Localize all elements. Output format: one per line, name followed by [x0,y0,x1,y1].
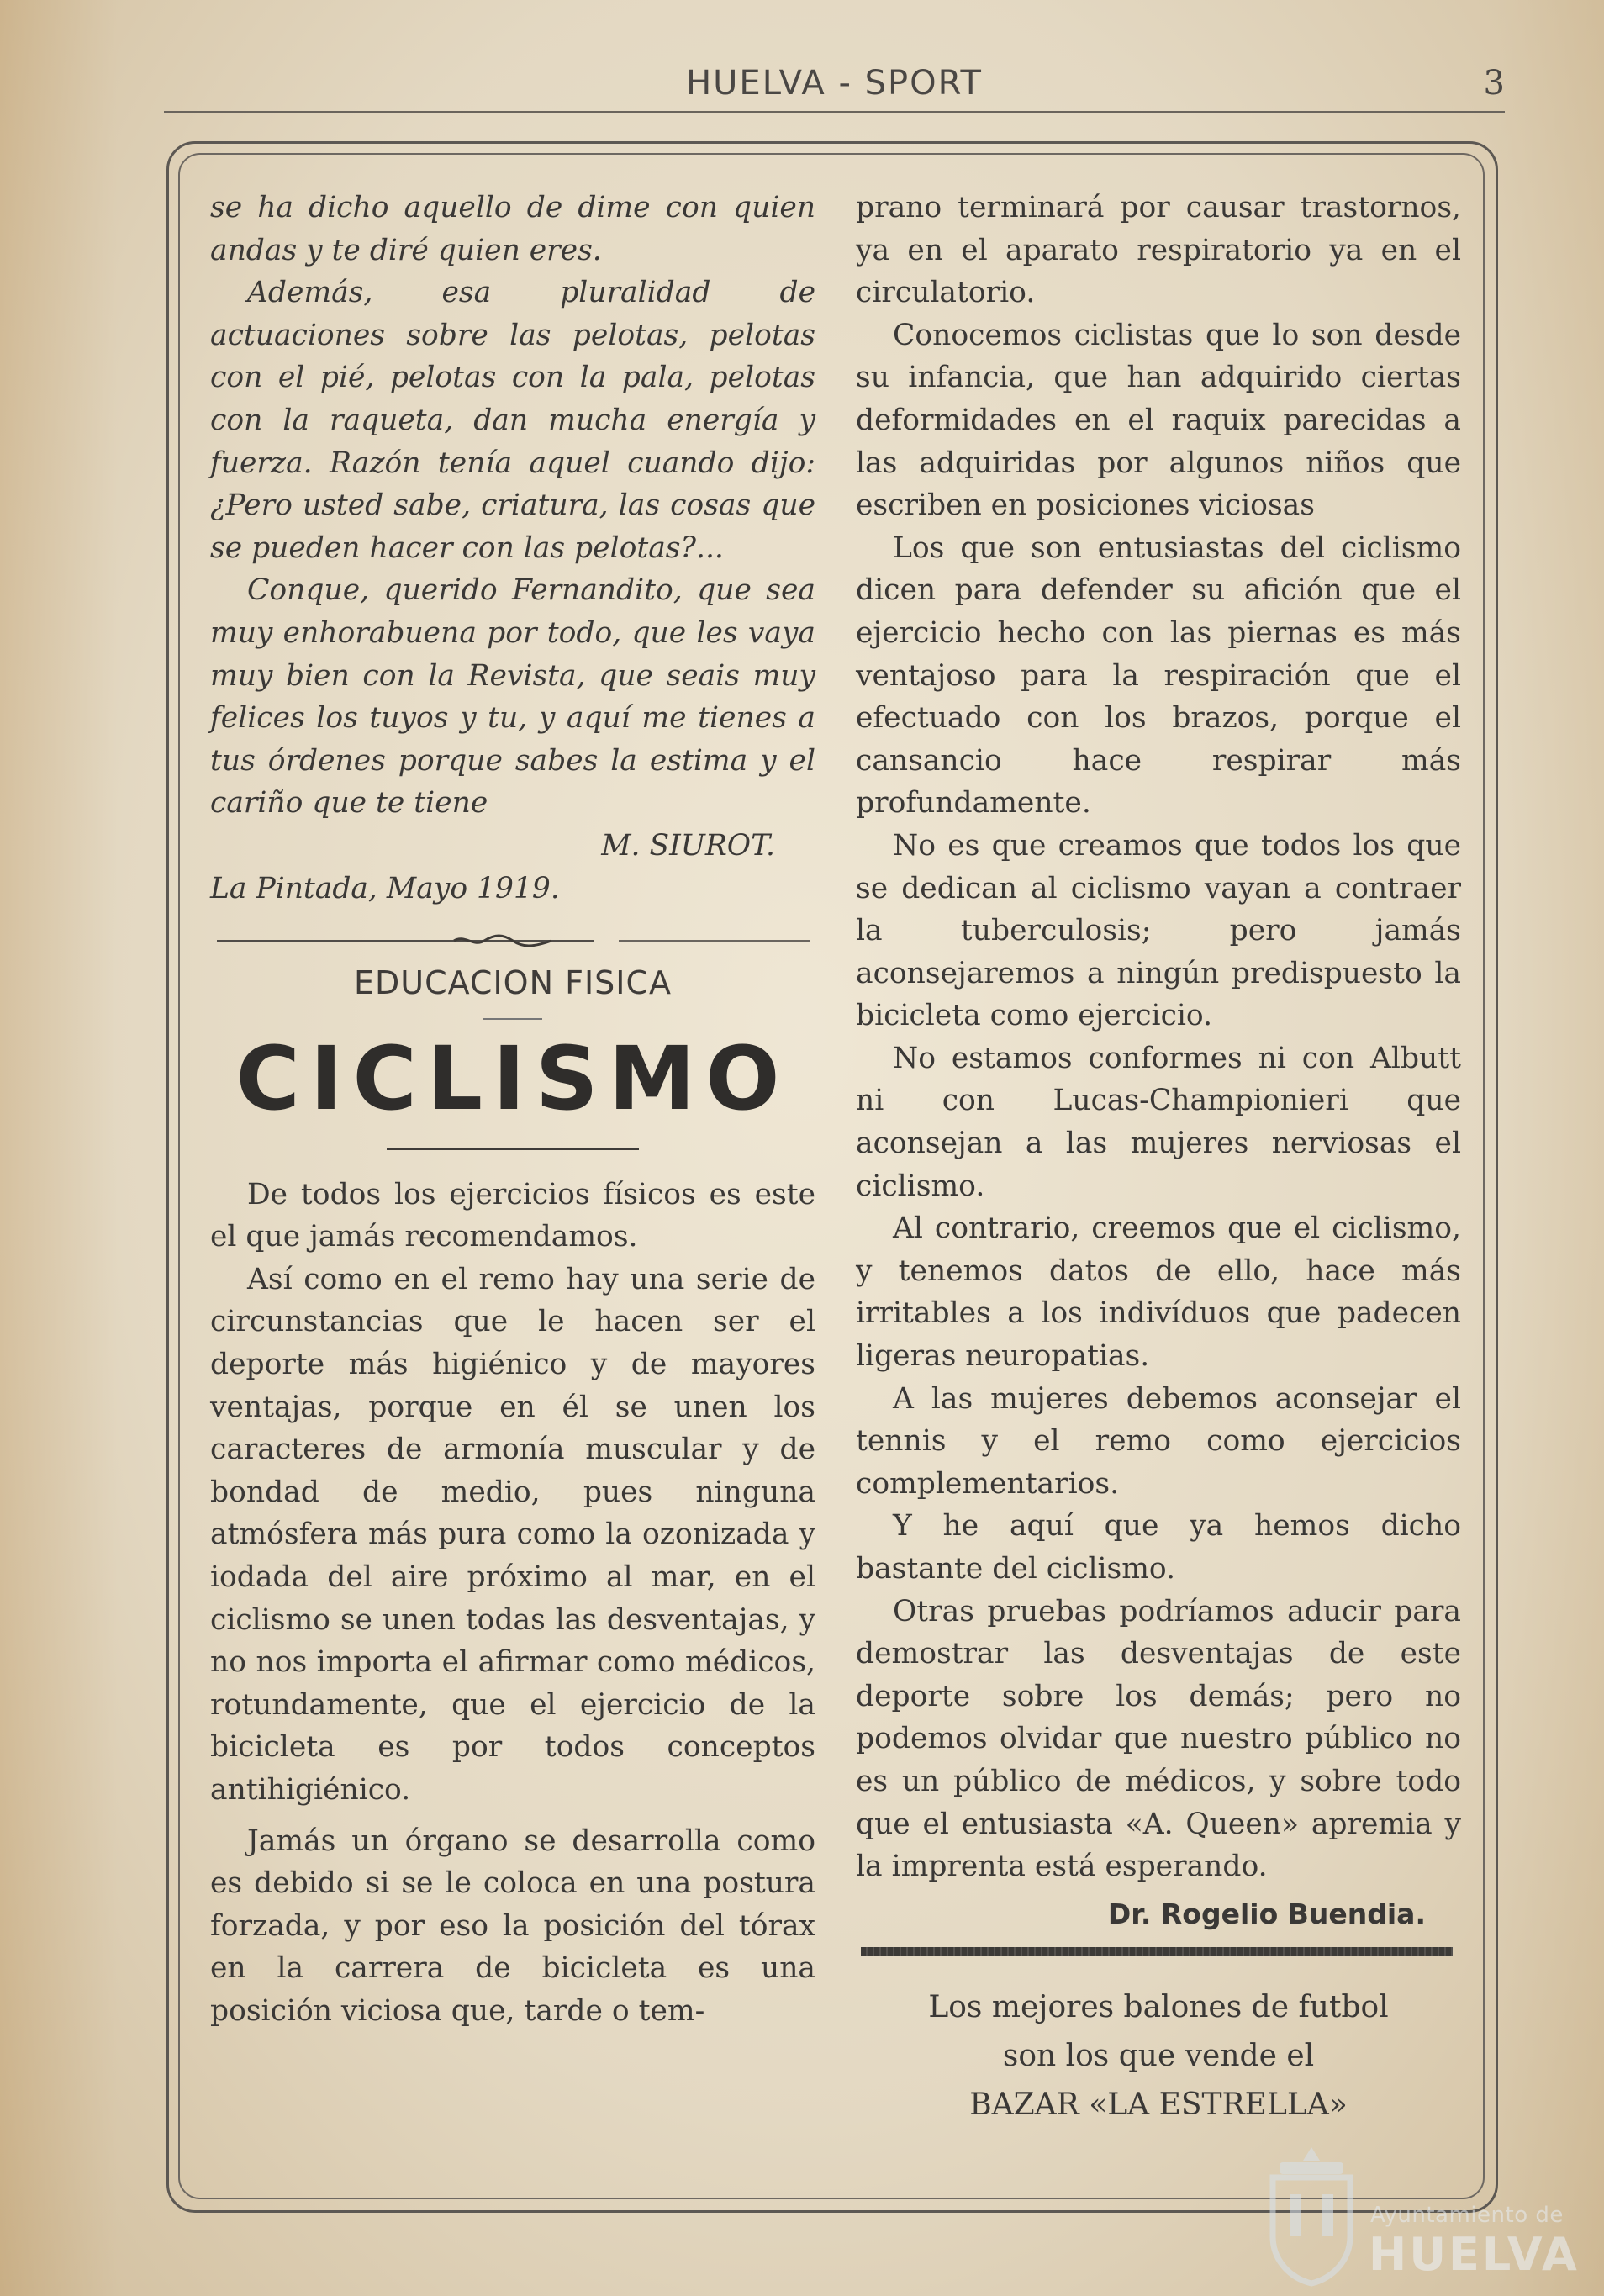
advertisement [856,1983,1461,2130]
letter-dateline: La Pintada, Mayo 1919. [210,871,560,905]
article-paragraph: prano terminará por causar trastornos, ya en el aparato respiratorio ya en el circulatorio. [856,191,1461,310]
advert-line: Los mejores balones de futbol [928,1990,1389,2025]
watermark-line1: Ayuntamiento de [1370,2203,1564,2228]
archive-watermark [1261,2144,1597,2295]
thick-rule [861,1947,1453,1956]
title-rule [387,1148,639,1150]
right-column [856,187,1461,2130]
article-paragraph: Así como en el remo hay una serie de circunstancias que le hacen ser el deporte más higiénico y de mayores ventajas, porque en él se unen los caracteres de armonía muscular y de bondad de medio, pues ninguna atmósfera más pura como la ozonizada y iodada del aire próximo al mar, en el ciclismo se unen todas las desventajas, y no nos importa el afirmar como médicos, rotundamente, que el ejercicio de la bicicleta es por todos conceptos antihigiénico. [210,1262,815,1807]
article-paragraph: Jamás un órgano se desarrolla como es debido si se le coloca en una postura forzada, y por eso la posición del tórax en la carrera de bicicleta es una posición viciosa que, tarde o tem- [210,1824,815,2028]
article-paragraph: Otras pruebas podríamos aducir para demostrar las desventajas de este deporte sobre los demás; pero no podemos olvidar que nuestro público no es un público de médicos, y sobre todo que el entusiasta «A. Queen» apremia y la imprenta está esperando. [856,1594,1461,1884]
article-paragraph: No estamos conformes ni con Albutt ni con Lucas-Championieri que aconsejan a las mujeres nerviosas el ciclismo. [856,1041,1461,1203]
flourish-icon [452,932,553,949]
left-column [210,187,815,2033]
article-paragraph: Conocemos ciclistas que lo son desde su infancia, que han adquirido ciertas deformidades en el raquix parecidas a las adquiridas por algunos niños que escriben en posiciones viciosas [856,318,1461,523]
section-kicker: EDUCACION FISICA [353,964,673,1002]
coat-of-arms-icon [1261,2144,1362,2287]
article-paragraph: De todos los ejercicios físicos es este el que jamás recomendamos. [210,1177,815,1254]
article-paragraph: Y he aquí que ya hemos dicho bastante del ciclismo. [856,1509,1461,1586]
letter-paragraph: Además, esa pluralidad de actuaciones sobre las pelotas, pelotas con el pié, pelotas con la pala, pelotas con la raqueta, dan mucha energía y fuerza. Razón tenía aquel cuando dijo: ¿Pero usted sabe, criatura, las cosas que se pueden hacer con las pelotas?... [210,276,815,565]
article-paragraph: Los que son entusiastas del ciclismo dicen para defender su afición que el ejercicio hecho con las piernas es más ventajoso para la respiración que el efectuado con los brazos, porque el cansancio hace respirar más profundamente. [856,530,1461,821]
article-paragraph: Al contrario, creemos que el ciclismo, y tenemos datos de ello, hace más irritables a los indivíduos que padecen ligeras neuropatias. [856,1211,1461,1374]
letter-paragraph: se ha dicho aquello de dime con quien andas y te diré quien eres. [210,191,815,267]
ornamental-divider [217,940,815,943]
publication-title: HUELVA - SPORT [686,64,983,103]
kicker-rule [483,1018,542,1020]
letter-signature: M. SIUROT. [601,828,775,863]
article-paragraph: No es que creamos que todos los que se dedican al ciclismo vayan a contraer la tuberculosis; pero jamás aconsejaremos a ningún predispuesto la bicicleta como ejercicio. [856,828,1461,1033]
running-head [164,61,1505,113]
article-title: CICLISMO [235,1027,790,1130]
article-paragraph: A las mujeres debemos aconsejar el tennis y el remo como ejercicios complementarios. [856,1381,1461,1501]
watermark-line2: HUELVA [1369,2228,1580,2281]
article-signature: Dr. Rogelio Buendia. [1107,1897,1426,1930]
advert-line: BAZAR «LA ESTRELLA» [969,2088,1348,2123]
advert-line: son los que vende el [1002,2039,1315,2074]
page-number: 3 [1483,64,1505,103]
letter-paragraph: Conque, querido Fernandito, que sea muy enhorabuena por todo, que les vaya muy bien con la Revista, que seais muy felices los tuyos y tu, y aquí me tienes a tus órdenes porque sabes la estima y el cariño que te tiene [210,573,815,821]
